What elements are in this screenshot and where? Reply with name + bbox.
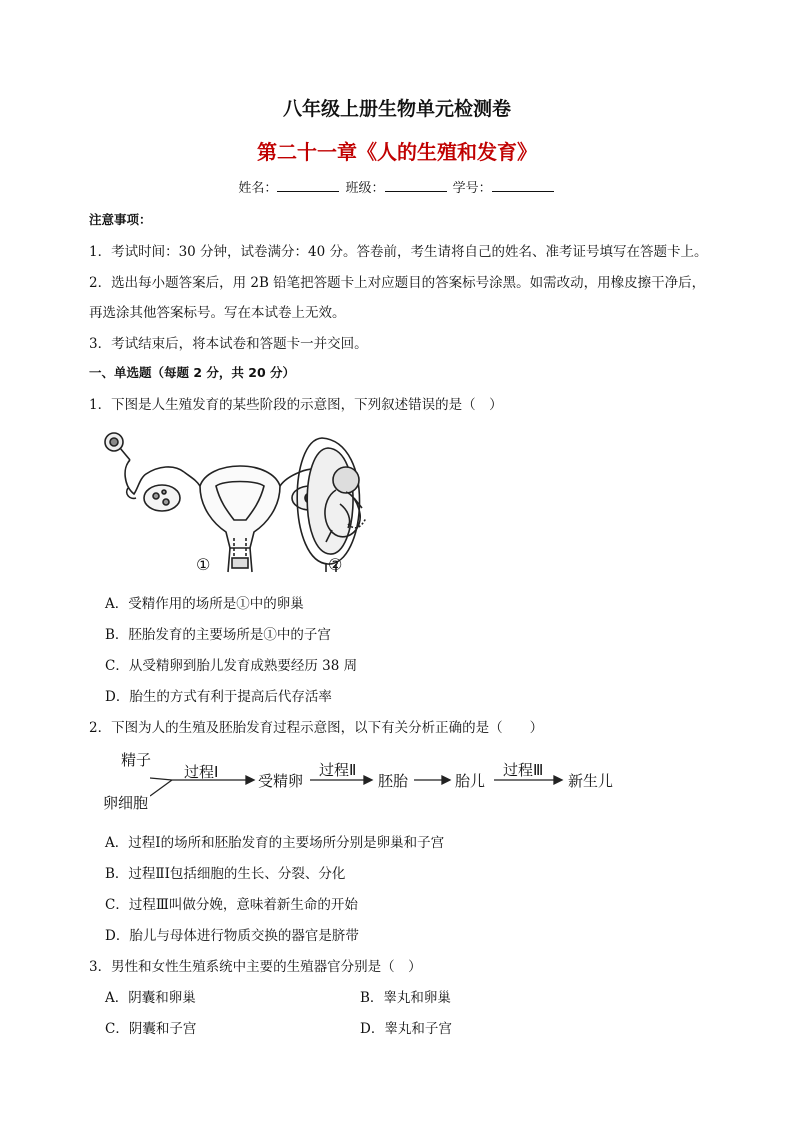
- q3-option-b[interactable]: B．睾丸和卵巢: [360, 990, 451, 1006]
- flow-fetus: 胎儿: [455, 772, 486, 790]
- class-label: 班级：: [345, 181, 385, 196]
- merge-line-bottom: [150, 780, 172, 796]
- arrow-head-1: [246, 776, 254, 784]
- arrow-head-4: [554, 776, 562, 784]
- q2-option-a[interactable]: A．过程Ⅰ的场所和胚胎发育的主要场所分别是卵巢和子宫: [105, 835, 445, 851]
- student-info-line: [0, 177, 794, 196]
- note-item-2: 2．选出每小题答案后，用 2B 铅笔把答题卡上对应题目的答案标号涂黑。如需改动，用橡皮擦干净后，: [89, 275, 706, 291]
- flow-zygote: 受精卵: [258, 772, 304, 790]
- q1-fig2-label: ②: [328, 555, 343, 574]
- q1-figure: [100, 428, 380, 574]
- note-item-3: 3．考试结束后，将本试卷和答题卡一并交回。: [89, 336, 368, 352]
- q2-stem: 2．下图为人的生殖及胚胎发育过程示意图，以下有关分析正确的是（ ）: [89, 720, 544, 736]
- q3-option-c[interactable]: C．阴囊和子宫: [105, 1021, 197, 1037]
- flow-process-3: 过程Ⅲ: [503, 761, 544, 779]
- notes-heading: 注意事项：: [89, 212, 152, 227]
- id-blank[interactable]: [492, 179, 554, 192]
- q1-option-b[interactable]: B．胚胎发育的主要场所是①中的子宫: [105, 627, 331, 643]
- q1-option-a[interactable]: A．受精作用的场所是①中的卵巢: [105, 596, 304, 612]
- q2-option-c[interactable]: C．过程Ⅲ叫做分娩，意味着新生命的开始: [105, 897, 358, 913]
- flow-process-2: 过程Ⅱ: [319, 761, 357, 779]
- q3-stem: 3．男性和女性生殖系统中主要的生殖器官分别是（ ）: [89, 959, 422, 975]
- flow-arrows: [150, 760, 570, 810]
- merge-line-top: [150, 778, 172, 780]
- q1-stem: 1．下图是人生殖发育的某些阶段的示意图，下列叙述错误的是（ ）: [89, 397, 503, 413]
- page-title: 八年级上册生物单元检测卷: [282, 98, 511, 120]
- q3-option-a[interactable]: A．阴囊和卵巢: [105, 990, 196, 1006]
- chapter-subtitle: 第二十一章《人的生殖和发育》: [257, 140, 537, 164]
- note-item-2-cont: 再选涂其他答案标号。写在本试卷上无效。: [89, 305, 346, 321]
- arrow-head-3: [442, 776, 450, 784]
- flow-embryo: 胚胎: [378, 772, 409, 790]
- q1-fig1-label: ①: [196, 555, 211, 574]
- q1-option-c[interactable]: C．从受精卵到胎儿发育成熟要经历 38 周: [105, 658, 358, 674]
- section-heading: 一、单选题（每题 2 分，共 20 分）: [89, 365, 296, 380]
- fetus-in-womb-icon: [297, 438, 366, 572]
- note-item-1: 1．考试时间：30 分钟，试卷满分：40 分。答卷前，考生请将自己的姓名、准考证号填写在答题卡上。: [89, 244, 708, 260]
- q1-option-d[interactable]: D．胎生的方式有利于提高后代存活率: [105, 689, 332, 705]
- arrow-head-2: [364, 776, 372, 784]
- q2-option-b[interactable]: B．过程ⅡⅠ包括细胞的生长、分裂、分化: [105, 866, 346, 882]
- name-blank[interactable]: [277, 179, 339, 192]
- flow-newborn: 新生儿: [568, 772, 614, 790]
- flow-process-1: 过程Ⅰ: [184, 763, 219, 781]
- class-blank[interactable]: [385, 179, 447, 192]
- flow-egg: 卵细胞: [103, 794, 149, 812]
- id-label: 学号：: [452, 181, 492, 196]
- name-label: 姓名：: [238, 181, 278, 196]
- flow-sperm: 精子: [121, 751, 152, 769]
- q3-option-d[interactable]: D．睾丸和子宫: [360, 1021, 452, 1037]
- q2-option-d[interactable]: D．胎儿与母体进行物质交换的器官是脐带: [105, 928, 359, 944]
